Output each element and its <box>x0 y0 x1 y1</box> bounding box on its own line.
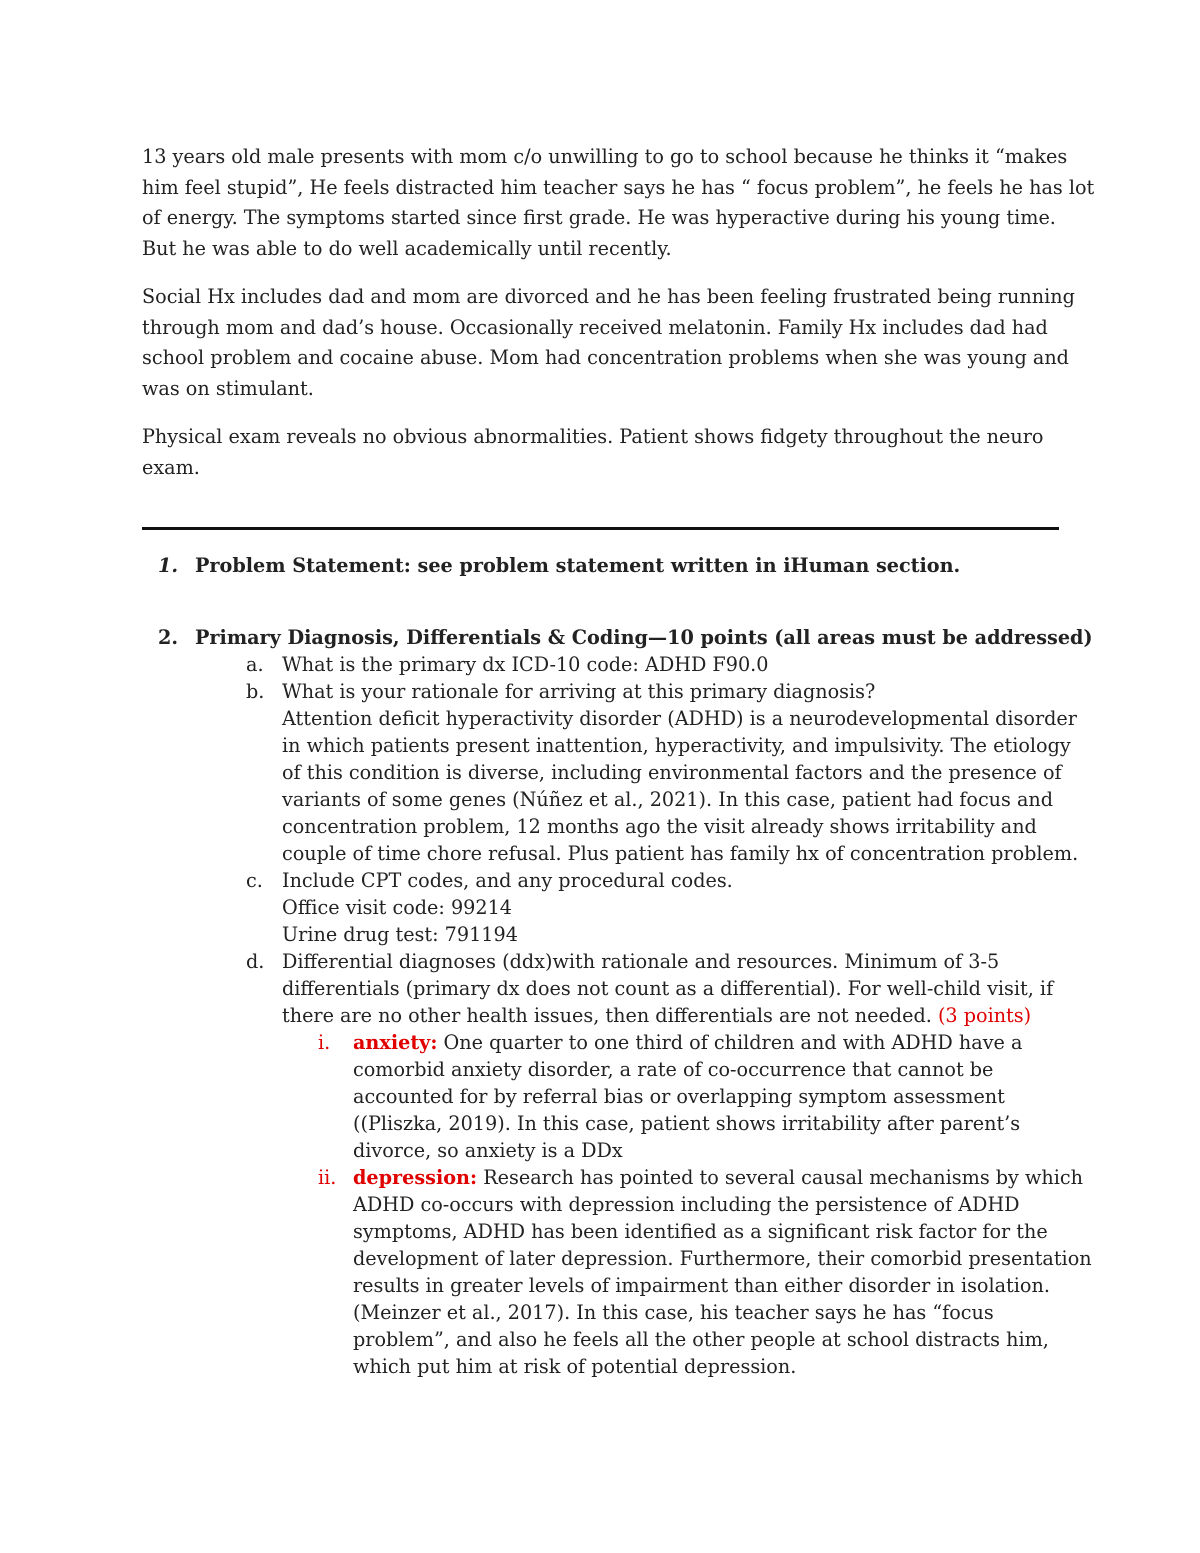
text-line <box>353 1164 1084 1191</box>
text-line: But he was able to do well academically until recently. <box>142 236 672 260</box>
primary-diagnosis-heading: Primary Diagnosis, Differentials & Coding—10 points (all areas must be addressed) <box>195 626 1093 649</box>
sub-item-b-marker: b. <box>246 680 265 703</box>
ddx-i-marker: i. <box>318 1031 331 1054</box>
text-line: What is your rationale for arriving at this primary diagnosis? <box>282 680 876 703</box>
text-line: through mom and dad’s house. Occasionally received melatonin. Family Hx includes dad had <box>142 315 1048 339</box>
sub-item-a-marker: a. <box>246 653 264 676</box>
text-line: symptoms, ADHD has been identified as a significant risk factor for the <box>353 1220 1048 1243</box>
text-line: Differential diagnoses (ddx)with rationale and resources. Minimum of 3-5 <box>282 950 1000 973</box>
text-line: differentials (primary dx does not count as a differential). For well-child visit, if <box>282 977 1054 1000</box>
text-line: of this condition is diverse, including environmental factors and the presence of <box>282 761 1062 784</box>
item-1-number: 1. <box>158 554 179 577</box>
text-line <box>282 1002 1072 1029</box>
social-family-history-paragraph <box>142 282 1075 404</box>
text-segment: One quarter to one third of children and with ADHD have a <box>437 1031 1023 1054</box>
case-presentation-paragraph <box>142 142 1095 264</box>
sub-item-b-text <box>282 678 1079 867</box>
text-line: Social Hx includes dad and mom are divorced and he has been feeling frustrated being running <box>142 285 1075 308</box>
text-line: concentration problem, 12 months ago the visit already shows irritability and <box>282 815 1037 838</box>
item-2-number: 2. <box>158 626 179 649</box>
text-line <box>353 1029 1073 1056</box>
ddx-anxiety-text <box>353 1029 1073 1164</box>
ddx-depression-text <box>353 1164 1092 1380</box>
text-line: Physical exam reveals no obvious abnormalities. Patient shows fidgety throughout the neuro <box>142 425 1044 448</box>
text-line: of energy. The symptoms started since first grade. He was hyperactive during his young time. <box>142 206 1056 229</box>
text-line: problem”, and also he feels all the other people at school distracts him, <box>353 1328 1049 1351</box>
text-segment: there are no other health issues, then differentials are not needed. <box>282 1004 938 1027</box>
ddx-term-depression: depression: <box>353 1166 478 1189</box>
text-line: accounted for by referral bias or overlapping symptom assessment <box>353 1085 1005 1108</box>
text-line: divorce, so anxiety is a DDx <box>353 1139 623 1162</box>
text-line: 13 years old male presents with mom c/o unwilling to go to school because he thinks it “makes <box>142 145 1068 168</box>
text-line: development of later depression. Furthermore, their comorbid presentation <box>353 1247 1092 1270</box>
points-label: (3 points) <box>937 1004 1032 1027</box>
text-line: Office visit code: 99214 <box>282 896 513 919</box>
text-line: (Meinzer et al., 2017). In this case, his teacher says he has “focus <box>353 1301 994 1324</box>
text-line: which put him at risk of potential depression. <box>353 1355 797 1378</box>
text-line: results in greater levels of impairment than either disorder in isolation. <box>353 1274 1050 1297</box>
ddx-ii-marker: ii. <box>318 1166 337 1189</box>
text-line: Urine drug test: 791194 <box>282 923 518 946</box>
sub-item-c-text <box>282 867 1072 948</box>
text-line: in which patients present inattention, hyperactivity, and impulsivity. The etiology <box>282 734 1071 757</box>
sub-item-a-text <box>282 651 1072 678</box>
ddx-term-anxiety: anxiety: <box>353 1031 438 1054</box>
physical-exam-paragraph <box>142 422 1062 483</box>
text-line: Include CPT codes, and any procedural codes. <box>282 869 733 892</box>
text-line: exam. <box>142 455 200 479</box>
horizontal-divider <box>142 527 1059 530</box>
text-line: Attention deficit hyperactivity disorder (ADHD) is a neurodevelopmental disorder <box>282 707 1077 730</box>
text-line: variants of some genes (Núñez et al., 2021). In this case, patient had focus and <box>282 788 1054 811</box>
sub-item-d-marker: d. <box>246 950 265 973</box>
text-segment: Research has pointed to several causal mechanisms by which <box>477 1166 1084 1189</box>
problem-statement-heading: Problem Statement: see problem statement written in iHuman section. <box>195 554 961 577</box>
text-line: ((Pliszka, 2019). In this case, patient shows irritability after parent’s <box>353 1112 1021 1135</box>
text-line: couple of time chore refusal. Plus patient has family hx of concentration problem. <box>282 842 1079 865</box>
sub-item-c-marker: c. <box>246 869 263 892</box>
text-line: school problem and cocaine abuse. Mom had concentration problems when she was young and <box>142 346 1069 369</box>
text-line: comorbid anxiety disorder, a rate of co-occurrence that cannot be <box>353 1058 994 1081</box>
sub-item-d-text <box>282 948 1072 1029</box>
text-line: ADHD co-occurs with depression including the persistence of ADHD <box>353 1193 1020 1216</box>
text-line: him feel stupid”, He feels distracted him teacher says he has “ focus problem”, he feels he has lot <box>142 175 1095 199</box>
text-line: was on stimulant. <box>142 376 314 400</box>
text-line: What is the primary dx ICD-10 code: ADHD F90.0 <box>282 653 769 676</box>
